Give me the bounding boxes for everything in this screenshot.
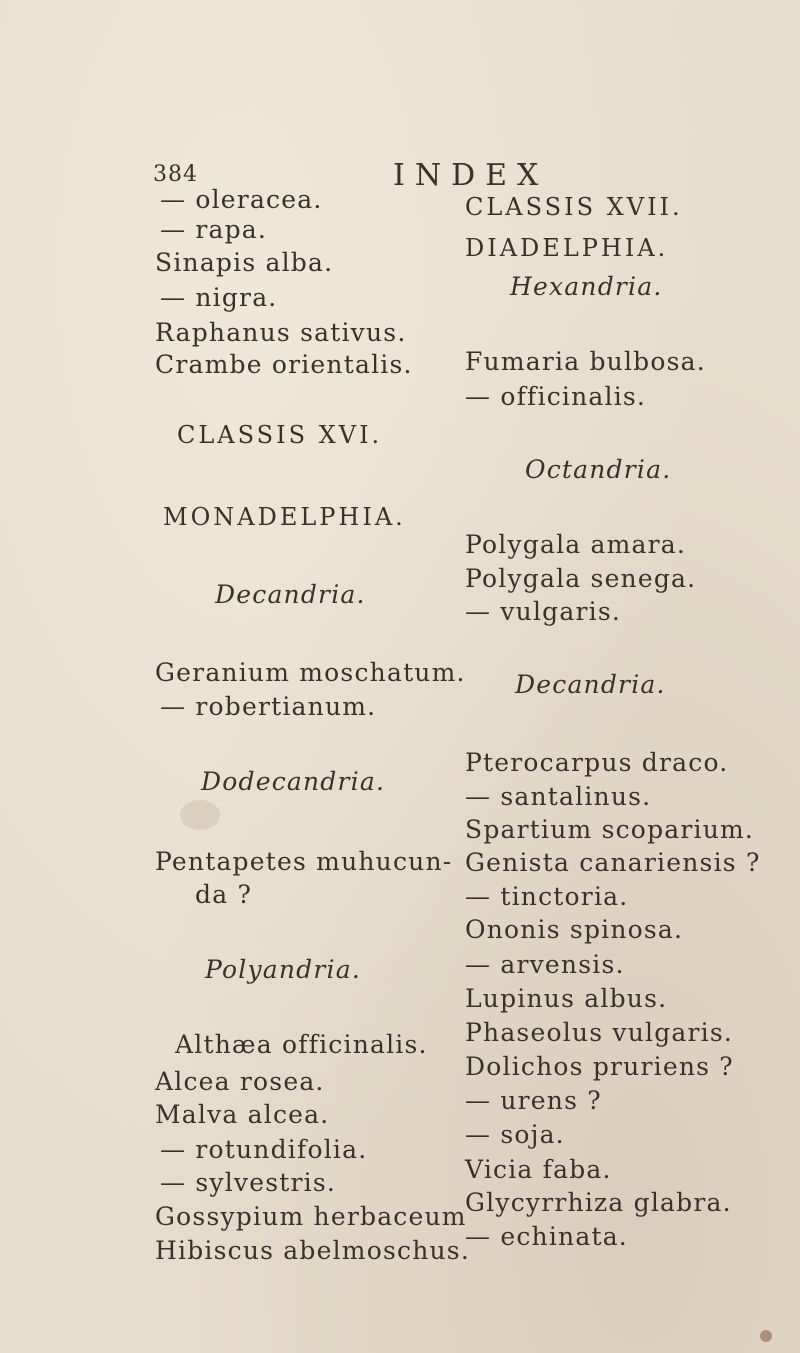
- paper-stain: [760, 1330, 772, 1342]
- entry-line: Alcea rosea.: [155, 1067, 325, 1096]
- subclass-heading: Polyandria.: [205, 955, 361, 984]
- entry-line: — santalinus.: [465, 782, 652, 811]
- order-heading: MONADELPHIA.: [163, 503, 406, 531]
- entry-line: Vicia faba.: [465, 1155, 612, 1184]
- entry-line: — tinctoria.: [465, 882, 629, 911]
- entry-line: Lupinus albus.: [465, 984, 668, 1013]
- entry-line: Hibiscus abelmoschus.: [155, 1236, 470, 1265]
- entry-line: — soja.: [465, 1120, 565, 1149]
- entry-line: Polygala senega.: [465, 564, 697, 593]
- entry-line: Glycyrrhiza glabra.: [465, 1188, 732, 1217]
- entry-line: Althæa officinalis.: [175, 1030, 428, 1059]
- entry-line: Geranium moschatum.: [155, 658, 466, 687]
- entry-line: — oleracea.: [160, 185, 323, 214]
- entry-line: — rotundifolia.: [160, 1135, 368, 1164]
- order-heading: DIADELPHIA.: [465, 234, 669, 262]
- entry-line: Dolichos pruriens ?: [465, 1052, 734, 1081]
- entry-line: Pentapetes muhucun-: [155, 847, 453, 876]
- running-title: INDEX: [393, 158, 549, 193]
- entry-line: Phaseolus vulgaris.: [465, 1018, 734, 1047]
- entry-line: Fumaria bulbosa.: [465, 347, 706, 376]
- entry-line: — urens ?: [465, 1086, 602, 1115]
- subclass-heading: Decandria.: [515, 670, 666, 699]
- entry-line: — robertianum.: [160, 692, 377, 721]
- paper-stain: [180, 800, 220, 830]
- subclass-heading: Dodecandria.: [201, 767, 386, 796]
- entry-line: da ?: [195, 880, 253, 909]
- entry-line: Pterocarpus draco.: [465, 748, 729, 777]
- subclass-heading: Decandria.: [215, 580, 366, 609]
- entry-line: — echinata.: [465, 1222, 628, 1251]
- entry-line: Polygala amara.: [465, 530, 687, 559]
- page-number: 384: [153, 162, 198, 187]
- entry-line: Crambe orientalis.: [155, 350, 413, 379]
- class-heading: CLASSIS XVI.: [177, 421, 383, 449]
- entry-line: Raphanus sativus.: [155, 318, 407, 347]
- entry-line: Spartium scoparium.: [465, 815, 755, 844]
- entry-line: — sylvestris.: [160, 1168, 337, 1197]
- entry-line: — nigra.: [160, 283, 278, 312]
- entry-line: Gossypium herbaceum: [155, 1202, 467, 1231]
- subclass-heading: Hexandria.: [510, 272, 663, 301]
- class-heading: CLASSIS XVII.: [465, 193, 683, 221]
- entry-line: — arvensis.: [465, 950, 625, 979]
- entry-line: Sinapis alba.: [155, 248, 334, 277]
- entry-line: Ononis spinosa.: [465, 915, 684, 944]
- entry-line: — rapa.: [160, 215, 268, 244]
- entry-line: — vulgaris.: [465, 597, 621, 626]
- entry-line: Malva alcea.: [155, 1100, 330, 1129]
- entry-line: — officinalis.: [465, 382, 647, 411]
- subclass-heading: Octandria.: [525, 455, 672, 484]
- entry-line: Genista canariensis ?: [465, 848, 761, 877]
